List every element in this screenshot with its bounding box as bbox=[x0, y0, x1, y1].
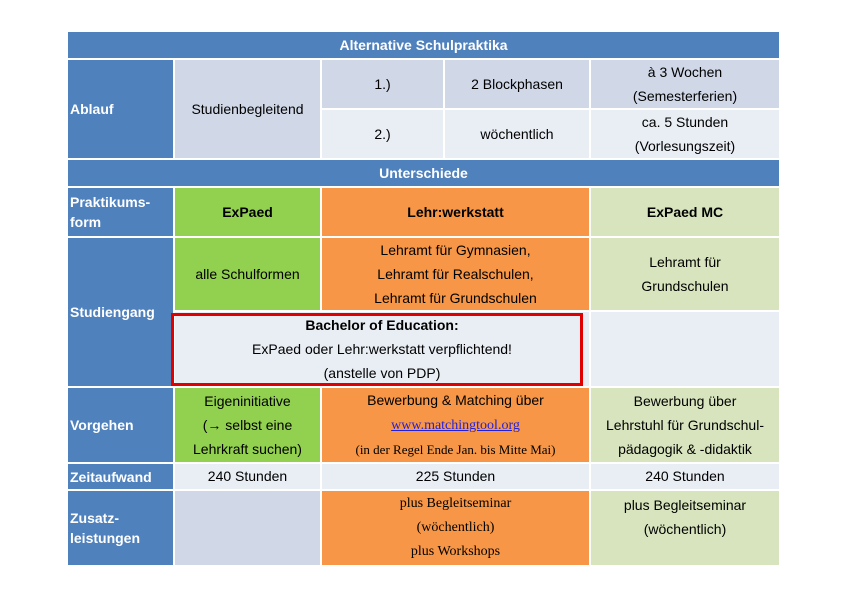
practicum-table bbox=[66, 30, 781, 567]
zusatz-expaed-mc: plus Begleitseminar (wöchentlich) bbox=[590, 490, 780, 566]
row-label-zusatzleistungen: Zusatz- leistungen bbox=[67, 490, 174, 566]
ablauf-num-2: 2.) bbox=[321, 109, 444, 159]
studiengang-lehrwerkstatt: Lehramt für Gymnasien, Lehramt für Realschulen, Lehramt für Grundschulen bbox=[321, 237, 590, 311]
row-label-praktikumsform: Praktikums- form bbox=[67, 187, 174, 237]
form-expaed: ExPaed bbox=[174, 187, 321, 237]
zusatz-expaed bbox=[174, 490, 321, 566]
vorgehen-expaed: Eigeninitiative (→ selbst eine Lehrkraft suchen) bbox=[174, 387, 321, 463]
zeitaufwand-expaed: 240 Stunden bbox=[174, 463, 321, 490]
zusatz-lehrwerkstatt: plus Begleitseminar (wöchentlich) plus Workshops bbox=[321, 490, 590, 566]
zeitaufwand-expaed-mc: 240 Stunden bbox=[590, 463, 780, 490]
row-label-studiengang: Studiengang bbox=[67, 237, 174, 387]
ablauf-phase-2: wöchentlich bbox=[444, 109, 590, 159]
form-expaed-mc: ExPaed MC bbox=[590, 187, 780, 237]
zeitaufwand-lehrwerkstatt: 225 Stunden bbox=[321, 463, 590, 490]
studiengang-expaed: alle Schulformen bbox=[174, 237, 321, 311]
matchingtool-link[interactable]: www.matchingtool.org bbox=[391, 418, 520, 433]
form-lehrwerkstatt: Lehr:werkstatt bbox=[321, 187, 590, 237]
bachelor-note: Bachelor of Education: ExPaed oder Lehr:werkstatt verpflichtend! (anstelle von PDP) bbox=[174, 311, 590, 387]
section-header-unterschiede: Unterschiede bbox=[67, 159, 780, 187]
row-label-ablauf: Ablauf bbox=[67, 59, 174, 159]
vorgehen-expaed-mc: Bewerbung über Lehrstuhl für Grundschul- pädagogik & -didaktik bbox=[590, 387, 780, 463]
ablauf-phase-1: 2 Blockphasen bbox=[444, 59, 590, 109]
ablauf-num-1: 1.) bbox=[321, 59, 444, 109]
vorgehen-lehrwerkstatt: Bewerbung & Matching über www.matchingtool.org (in der Regel Ende Jan. bis Mitte Mai) bbox=[321, 387, 590, 463]
ablauf-type: Studienbegleitend bbox=[174, 59, 321, 159]
row-label-zeitaufwand: Zeitaufwand bbox=[67, 463, 174, 490]
ablauf-duration-2: ca. 5 Stunden (Vorlesungszeit) bbox=[590, 109, 780, 159]
ablauf-duration-1: à 3 Wochen (Semesterferien) bbox=[590, 59, 780, 109]
bachelor-empty-cell bbox=[590, 311, 780, 387]
row-label-vorgehen: Vorgehen bbox=[67, 387, 174, 463]
studiengang-expaed-mc: Lehramt für Grundschulen bbox=[590, 237, 780, 311]
table-title: Alternative Schulpraktika bbox=[67, 31, 780, 59]
